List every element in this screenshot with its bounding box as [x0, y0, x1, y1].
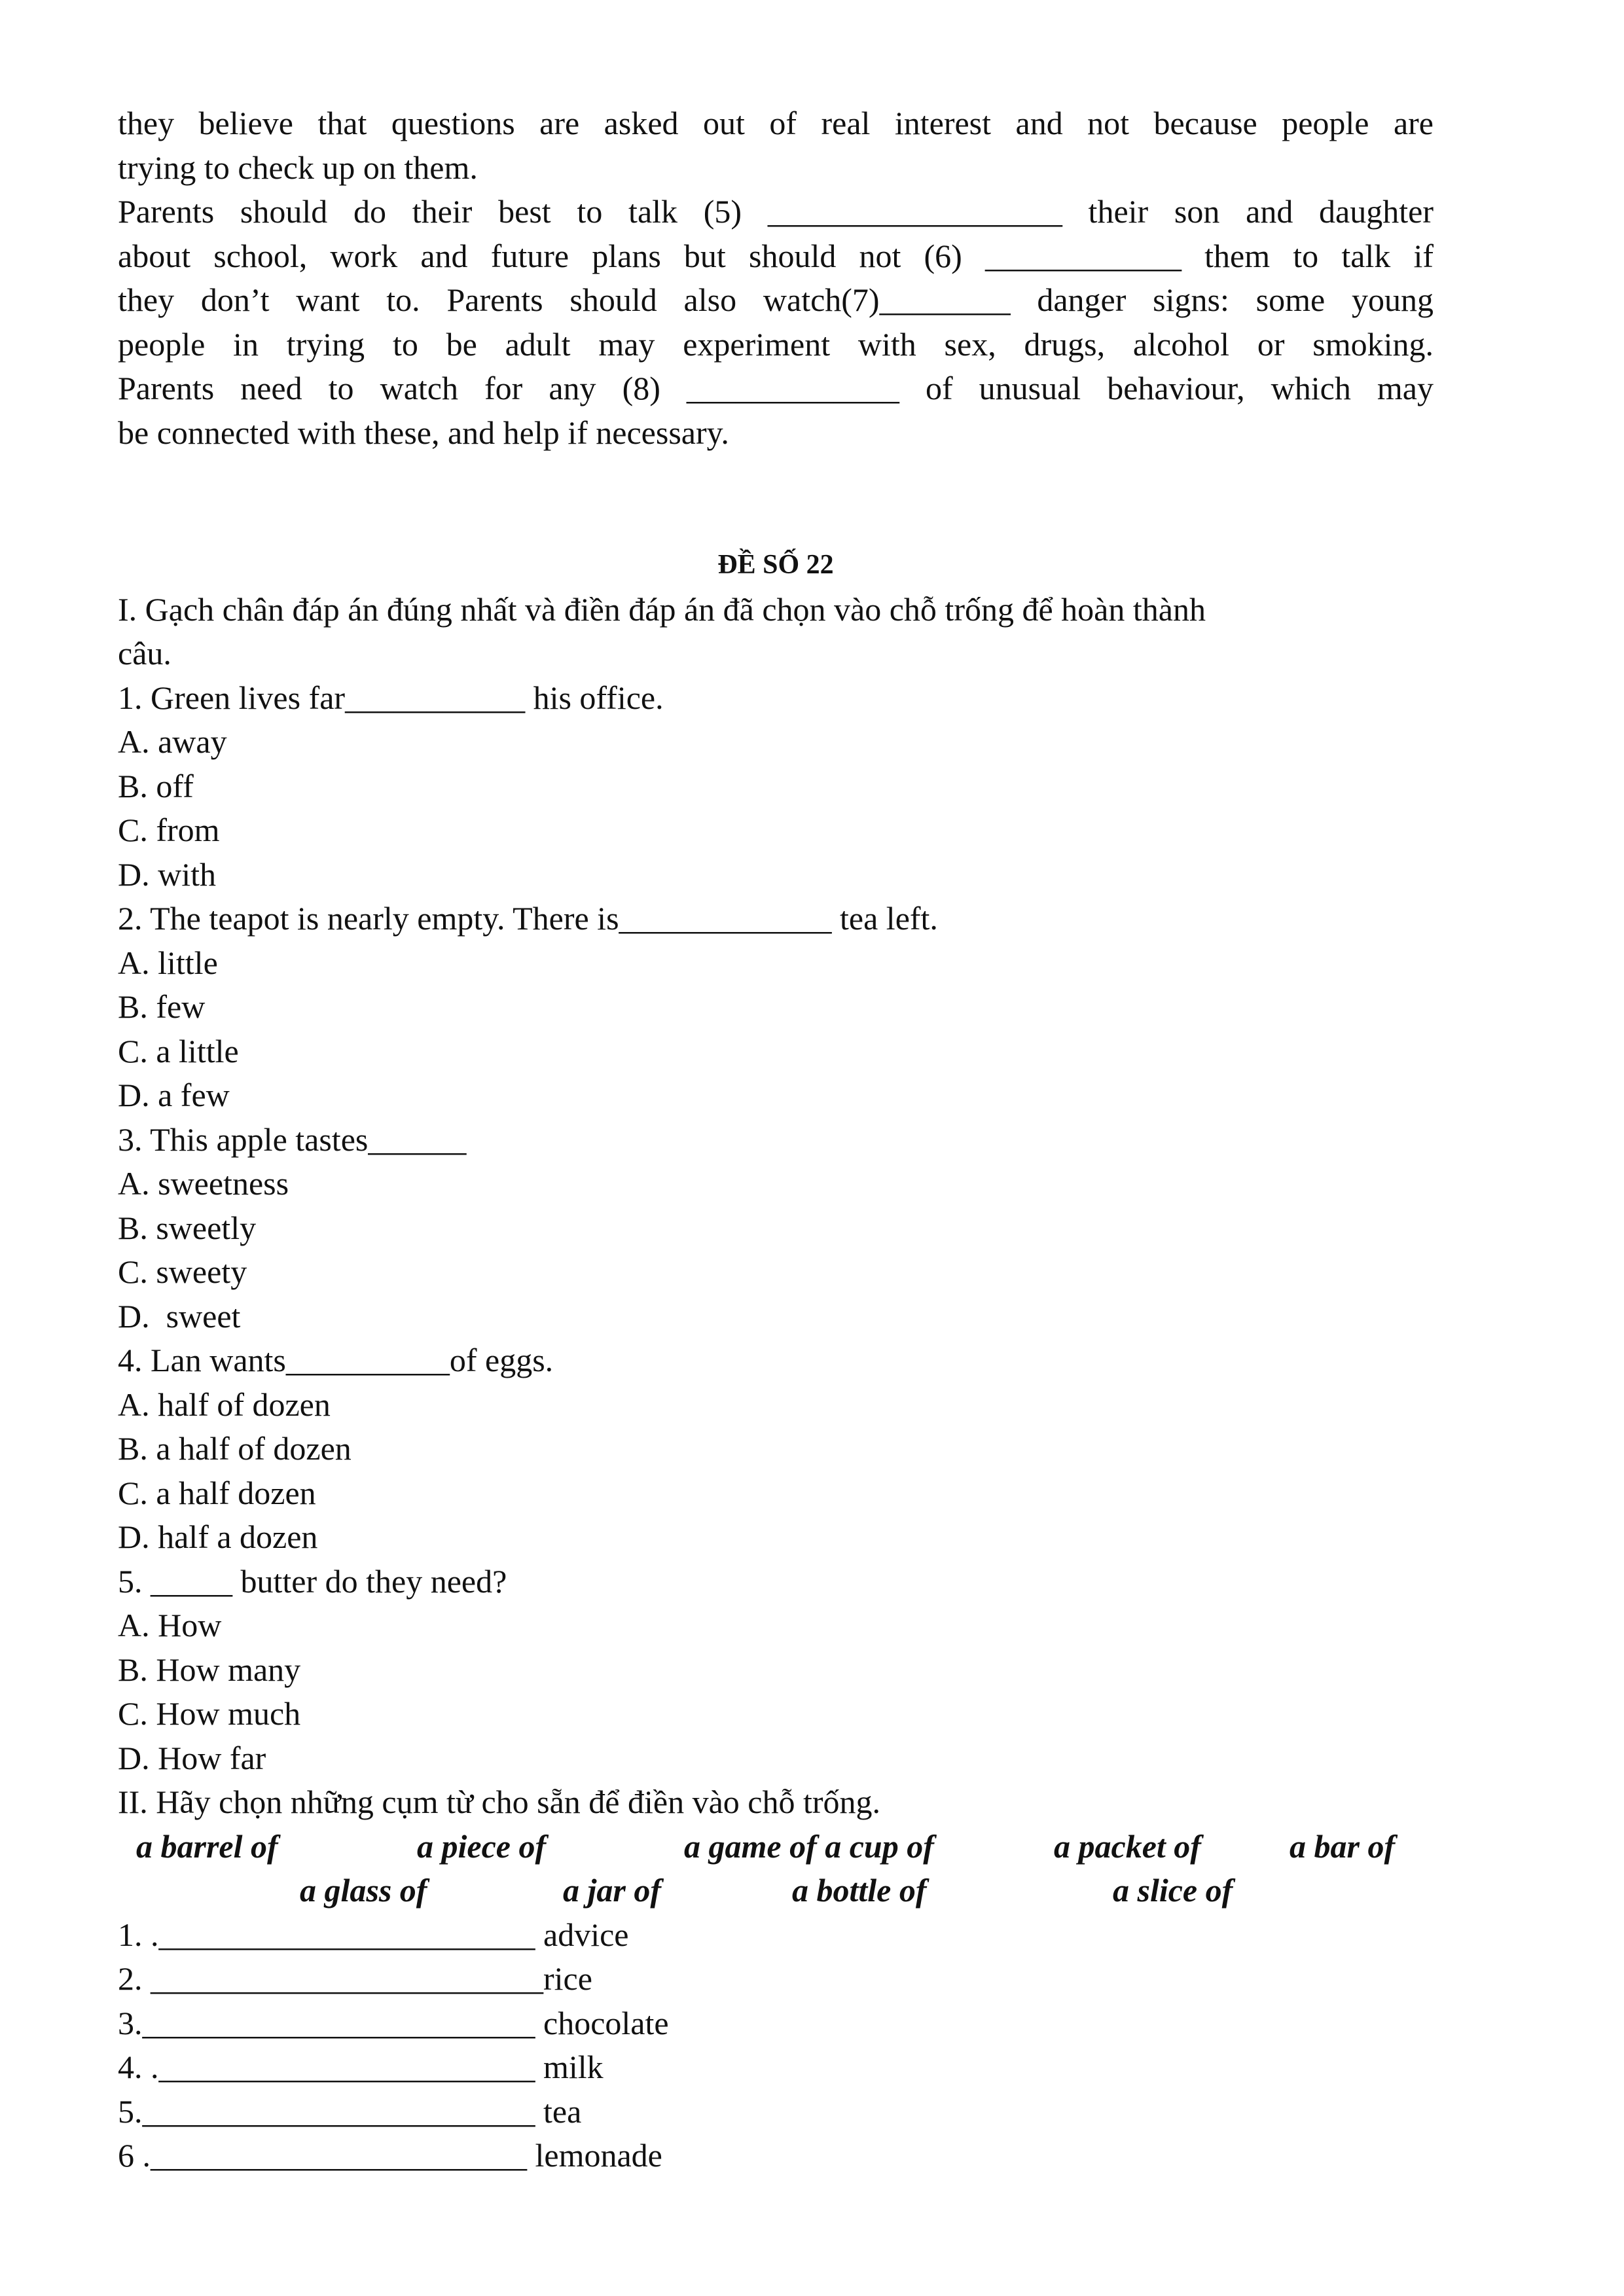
phrase-option: a slice of: [1113, 1872, 1233, 1909]
section-gap: [118, 455, 1434, 543]
phrase-option: a barrel of: [136, 1827, 278, 1865]
phrase-option: a packet of: [1054, 1827, 1201, 1865]
answer-option: A. sweetness: [118, 1165, 289, 1202]
phrase-option: a bar of: [1290, 1827, 1396, 1865]
document-page: [118, 101, 1434, 2178]
passage-line: they believe that questions are asked out of real interest and not because people are: [118, 105, 1434, 141]
phrase-bank-row-1: [118, 1825, 1434, 1869]
phrase-option: a glass of: [300, 1872, 427, 1909]
answer-option: A. How: [118, 1607, 222, 1643]
answer-option: A. away: [118, 723, 227, 760]
fill-in-item: 2. ________________________rice: [118, 1960, 592, 1997]
answer-option: C. sweety: [118, 1253, 247, 1290]
section-1-instruction: I. Gạch chân đáp án đúng nhất và điền đáp án đã chọn vào chỗ trống để hoàn thành: [118, 590, 1206, 628]
fill-in-item: 3.________________________ chocolate: [118, 2004, 669, 2041]
fill-in-item: 4. ._______________________ milk: [118, 2049, 604, 2085]
phrase-option: a game of a cup of: [684, 1827, 934, 1865]
phrase-bank-row-2: [118, 1869, 1434, 1913]
answer-option: C. from: [118, 812, 220, 848]
question-stem: 4. Lan wants__________of eggs.: [118, 1342, 554, 1378]
section-1: [118, 588, 1434, 1781]
answer-option: A. little: [118, 944, 218, 981]
passage-line: trying to check up on them.: [118, 149, 478, 186]
answer-option: D. a few: [118, 1077, 230, 1113]
phrase-option: a jar of: [563, 1872, 661, 1909]
passage-line: be connected with these, and help if necessary.: [118, 414, 729, 451]
fill-in-item: 5.________________________ tea: [118, 2092, 582, 2130]
answer-option: B. off: [118, 767, 194, 804]
passage: [118, 101, 1434, 455]
question-stem: 2. The teapot is nearly empty. There is_____________ tea left.: [118, 900, 938, 937]
fill-in-item: 6 ._______________________ lemonade: [118, 2137, 662, 2174]
answer-option: C. a half dozen: [118, 1474, 316, 1511]
answer-option: C. How much: [118, 1695, 301, 1732]
answer-option: D. with: [118, 855, 216, 893]
answer-option: B. sweetly: [118, 1209, 257, 1246]
question-stem: 1. Green lives far___________ his office.: [118, 679, 664, 716]
passage-line: Parents need to watch for any (8) _____________ of unusual behaviour, which may: [118, 370, 1434, 406]
answer-option: D. How far: [118, 1739, 266, 1776]
question-stem: 3. This apple tastes______: [118, 1121, 467, 1158]
answer-option: C. a little: [118, 1032, 239, 1069]
passage-line: Parents should do their best to talk (5) __________________ their son and daughter: [118, 193, 1434, 230]
section-2-instruction: II. Hãy chọn những cụm từ cho sẵn để điền vào chỗ trống.: [118, 1784, 881, 1820]
passage-line: about school, work and future plans but should not (6) ____________ them to talk if: [118, 237, 1434, 274]
passage-line: people in trying to be adult may experiment with sex, drugs, alcohol or smoking.: [118, 325, 1434, 363]
section-1-instruction: câu.: [118, 635, 171, 672]
answer-option: B. a half of dozen: [118, 1430, 352, 1467]
answer-option: D. half a dozen: [118, 1518, 318, 1555]
question-stem: 5. _____ butter do they need?: [118, 1562, 507, 1600]
exam-title: ĐỀ SỐ 22: [717, 550, 834, 580]
passage-line: they don’t want to. Parents should also watch(7)________ danger signs: some young: [118, 281, 1434, 318]
phrase-option: a piece of: [417, 1827, 547, 1865]
answer-option: D. sweet: [118, 1297, 241, 1335]
phrase-option: a bottle of: [792, 1872, 927, 1909]
answer-option: B. How many: [118, 1651, 301, 1688]
section-2: [118, 1780, 1434, 2178]
answer-option: B. few: [118, 988, 206, 1025]
fill-in-item: 1. ._______________________ advice: [118, 1916, 629, 1953]
answer-option: A. half of dozen: [118, 1386, 331, 1423]
